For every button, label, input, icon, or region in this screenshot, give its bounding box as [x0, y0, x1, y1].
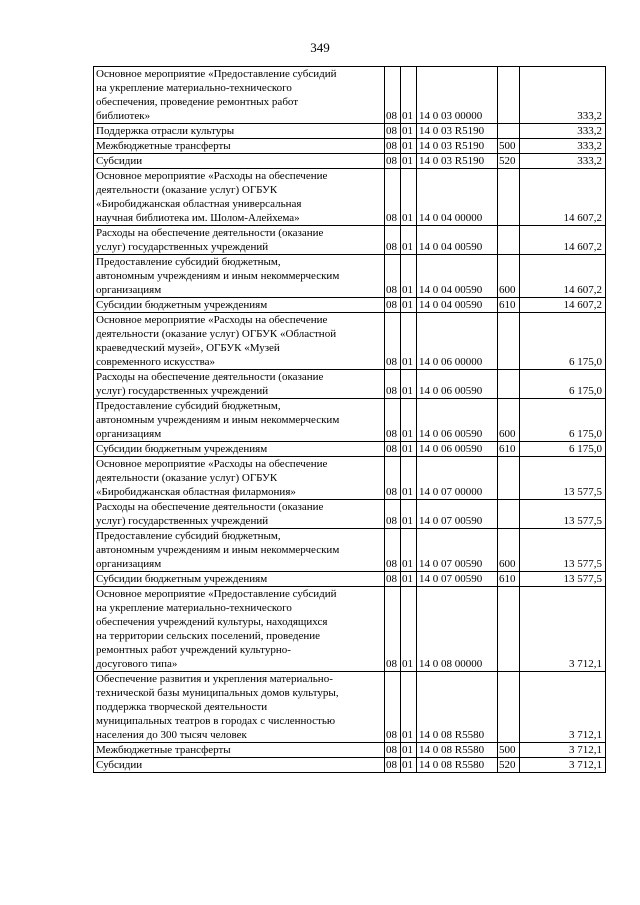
table-row — [94, 67, 606, 124]
table-row — [94, 154, 606, 169]
table-row — [94, 399, 606, 442]
section-code-cell: 08 — [385, 587, 401, 672]
row-name-line: краеведческий музей», ОГБУК «Музей — [96, 342, 280, 354]
target-article-cell: 14 0 07 00590 — [417, 572, 498, 587]
row-name-line: деятельности (оказание услуг) ОГБУК «Областной — [96, 328, 337, 340]
row-name-line: Основное мероприятие «Предоставление субсидий — [96, 68, 337, 80]
table-row — [94, 457, 606, 500]
section-code-cell: 08 — [385, 67, 401, 124]
expense-type-cell: 610 — [498, 298, 520, 313]
amount-cell: 14 607,2 — [520, 255, 606, 298]
row-name-line: «Биробиджанская областная универсальная — [96, 198, 302, 210]
amount-cell: 3 712,1 — [520, 758, 606, 773]
row-name-line: Субсидии — [96, 759, 143, 771]
amount-cell: 14 607,2 — [520, 226, 606, 255]
row-name-line: на укрепление материально-технического — [96, 82, 292, 94]
target-article-cell: 14 0 06 00000 — [417, 313, 498, 370]
row-name-line: деятельности (оказание услуг) ОГБУК — [96, 184, 278, 196]
row-name-line: муниципальных театров в городах с численностью — [96, 715, 336, 727]
budget-table-body — [94, 67, 606, 773]
section-code-cell: 08 — [385, 139, 401, 154]
expense-type-cell — [498, 67, 520, 124]
table-row — [94, 500, 606, 529]
row-name-cell — [94, 67, 385, 124]
amount-cell: 6 175,0 — [520, 370, 606, 399]
row-name-line: «Биробиджанская областная филармония» — [96, 486, 296, 498]
row-name-cell — [94, 529, 385, 572]
table-row — [94, 370, 606, 399]
target-article-cell: 14 0 07 00590 — [417, 529, 498, 572]
row-name-line: ремонтных работ учреждений культурно- — [96, 644, 291, 656]
expense-type-cell: 500 — [498, 139, 520, 154]
table-row — [94, 169, 606, 226]
table-row — [94, 758, 606, 773]
section-code-cell: 08 — [385, 399, 401, 442]
section-code-cell: 08 — [385, 442, 401, 457]
row-name-cell — [94, 154, 385, 169]
row-name-line: Субсидии бюджетным учреждениям — [96, 443, 268, 455]
expense-type-cell: 600 — [498, 529, 520, 572]
amount-cell: 3 712,1 — [520, 743, 606, 758]
subsection-code-cell: 01 — [401, 672, 417, 743]
target-article-cell: 14 0 08 00000 — [417, 587, 498, 672]
row-name-cell — [94, 313, 385, 370]
row-name-line: автономным учреждениям и иным некоммерческим — [96, 270, 340, 282]
row-name-line: поддержка творческой деятельности — [96, 701, 268, 713]
amount-cell: 6 175,0 — [520, 399, 606, 442]
row-name-line: Расходы на обеспечение деятельности (оказание — [96, 371, 324, 383]
row-name-cell — [94, 298, 385, 313]
row-name-cell — [94, 124, 385, 139]
amount-cell: 13 577,5 — [520, 572, 606, 587]
subsection-code-cell: 01 — [401, 226, 417, 255]
target-article-cell: 14 0 06 00590 — [417, 370, 498, 399]
expense-type-cell: 520 — [498, 758, 520, 773]
page-number: 349 — [310, 40, 330, 55]
target-article-cell: 14 0 08 R5580 — [417, 672, 498, 743]
subsection-code-cell: 01 — [401, 139, 417, 154]
subsection-code-cell: 01 — [401, 442, 417, 457]
table-row — [94, 587, 606, 672]
row-name-cell — [94, 442, 385, 457]
subsection-code-cell: 01 — [401, 124, 417, 139]
table-row — [94, 298, 606, 313]
row-name-cell — [94, 572, 385, 587]
expense-type-cell — [498, 124, 520, 139]
subsection-code-cell: 01 — [401, 154, 417, 169]
subsection-code-cell: 01 — [401, 572, 417, 587]
amount-cell: 14 607,2 — [520, 169, 606, 226]
subsection-code-cell: 01 — [401, 370, 417, 399]
row-name-line: Предоставление субсидий бюджетным, — [96, 400, 281, 412]
section-code-cell: 08 — [385, 154, 401, 169]
section-code-cell: 08 — [385, 370, 401, 399]
row-name-cell — [94, 139, 385, 154]
table-row — [94, 313, 606, 370]
amount-cell: 6 175,0 — [520, 313, 606, 370]
row-name-line: Основное мероприятие «Расходы на обеспечение — [96, 314, 328, 326]
table-row — [94, 124, 606, 139]
amount-cell: 6 175,0 — [520, 442, 606, 457]
row-name-cell — [94, 743, 385, 758]
amount-cell: 333,2 — [520, 154, 606, 169]
table-row — [94, 572, 606, 587]
subsection-code-cell: 01 — [401, 529, 417, 572]
target-article-cell: 14 0 04 00590 — [417, 255, 498, 298]
target-article-cell: 14 0 03 R5190 — [417, 139, 498, 154]
row-name-line: Основное мероприятие «Расходы на обеспечение — [96, 458, 328, 470]
row-name-line: организациям — [96, 428, 162, 440]
row-name-line: автономным учреждениям и иным некоммерческим — [96, 544, 340, 556]
row-name-line: Предоставление субсидий бюджетным, — [96, 256, 281, 268]
subsection-code-cell: 01 — [401, 399, 417, 442]
row-name-cell — [94, 587, 385, 672]
table-row — [94, 672, 606, 743]
row-name-line: технической базы муниципальных домов культуры, — [96, 687, 339, 699]
row-name-cell — [94, 457, 385, 500]
section-code-cell: 08 — [385, 572, 401, 587]
amount-cell: 14 607,2 — [520, 298, 606, 313]
target-article-cell: 14 0 03 R5190 — [417, 124, 498, 139]
row-name-cell — [94, 399, 385, 442]
expense-type-cell: 610 — [498, 442, 520, 457]
row-name-line: на территории сельских поселений, проведение — [96, 630, 321, 642]
row-name-line: Обеспечение развития и укрепления материально- — [96, 673, 333, 685]
row-name-line: услуг) государственных учреждений — [96, 241, 269, 253]
expense-type-cell — [498, 587, 520, 672]
amount-cell: 333,2 — [520, 67, 606, 124]
subsection-code-cell: 01 — [401, 758, 417, 773]
expense-type-cell — [498, 500, 520, 529]
row-name-cell — [94, 255, 385, 298]
section-code-cell: 08 — [385, 313, 401, 370]
subsection-code-cell: 01 — [401, 587, 417, 672]
table-row — [94, 529, 606, 572]
subsection-code-cell: 01 — [401, 743, 417, 758]
target-article-cell: 14 0 04 00590 — [417, 298, 498, 313]
expense-type-cell: 610 — [498, 572, 520, 587]
target-article-cell: 14 0 06 00590 — [417, 399, 498, 442]
row-name-cell — [94, 370, 385, 399]
row-name-line: современного искусства» — [96, 356, 216, 368]
section-code-cell: 08 — [385, 529, 401, 572]
section-code-cell: 08 — [385, 124, 401, 139]
row-name-line: обеспечения учреждений культуры, находящихся — [96, 616, 328, 628]
section-code-cell: 08 — [385, 226, 401, 255]
target-article-cell: 14 0 08 R5580 — [417, 743, 498, 758]
expense-type-cell — [498, 313, 520, 370]
row-name-line: Межбюджетные трансферты — [96, 140, 231, 152]
target-article-cell: 14 0 07 00590 — [417, 500, 498, 529]
row-name-cell — [94, 672, 385, 743]
row-name-line: услуг) государственных учреждений — [96, 385, 269, 397]
section-code-cell: 08 — [385, 500, 401, 529]
amount-cell: 13 577,5 — [520, 500, 606, 529]
amount-cell: 13 577,5 — [520, 457, 606, 500]
amount-cell: 3 712,1 — [520, 587, 606, 672]
section-code-cell: 08 — [385, 255, 401, 298]
row-name-line: Основное мероприятие «Расходы на обеспечение — [96, 170, 328, 182]
target-article-cell: 14 0 07 00000 — [417, 457, 498, 500]
subsection-code-cell: 01 — [401, 169, 417, 226]
subsection-code-cell: 01 — [401, 67, 417, 124]
section-code-cell: 08 — [385, 743, 401, 758]
target-article-cell: 14 0 04 00590 — [417, 226, 498, 255]
expense-type-cell — [498, 226, 520, 255]
target-article-cell: 14 0 04 00000 — [417, 169, 498, 226]
subsection-code-cell: 01 — [401, 457, 417, 500]
target-article-cell: 14 0 03 R5190 — [417, 154, 498, 169]
row-name-line: Предоставление субсидий бюджетным, — [96, 530, 281, 542]
subsection-code-cell: 01 — [401, 298, 417, 313]
row-name-line: Субсидии бюджетным учреждениям — [96, 299, 268, 311]
expense-type-cell — [498, 672, 520, 743]
row-name-line: Субсидии бюджетным учреждениям — [96, 573, 268, 585]
expense-type-cell: 500 — [498, 743, 520, 758]
row-name-line: услуг) государственных учреждений — [96, 515, 269, 527]
row-name-line: научная библиотека им. Шолом-Алейхема» — [96, 212, 300, 224]
expense-type-cell: 520 — [498, 154, 520, 169]
subsection-code-cell: 01 — [401, 500, 417, 529]
amount-cell: 333,2 — [520, 124, 606, 139]
row-name-line: Поддержка отрасли культуры — [96, 125, 235, 137]
table-row — [94, 743, 606, 758]
row-name-line: Расходы на обеспечение деятельности (оказание — [96, 227, 324, 239]
section-code-cell: 08 — [385, 758, 401, 773]
section-code-cell: 08 — [385, 457, 401, 500]
subsection-code-cell: 01 — [401, 255, 417, 298]
row-name-line: организациям — [96, 558, 162, 570]
row-name-line: автономным учреждениям и иным некоммерческим — [96, 414, 340, 426]
section-code-cell: 08 — [385, 672, 401, 743]
budget-table — [93, 66, 606, 773]
target-article-cell: 14 0 06 00590 — [417, 442, 498, 457]
subsection-code-cell: 01 — [401, 313, 417, 370]
expense-type-cell — [498, 370, 520, 399]
row-name-line: Субсидии — [96, 155, 143, 167]
target-article-cell: 14 0 08 R5580 — [417, 758, 498, 773]
table-row — [94, 139, 606, 154]
row-name-cell — [94, 500, 385, 529]
amount-cell: 13 577,5 — [520, 529, 606, 572]
row-name-line: Межбюджетные трансферты — [96, 744, 231, 756]
row-name-line: библиотек» — [96, 110, 151, 122]
row-name-line: населения до 300 тысяч человек — [96, 729, 247, 741]
row-name-line: Расходы на обеспечение деятельности (оказание — [96, 501, 324, 513]
row-name-line: организациям — [96, 284, 162, 296]
row-name-line: на укрепление материально-технического — [96, 602, 292, 614]
section-code-cell: 08 — [385, 298, 401, 313]
row-name-line: деятельности (оказание услуг) ОГБУК — [96, 472, 278, 484]
section-code-cell: 08 — [385, 169, 401, 226]
table-row — [94, 442, 606, 457]
target-article-cell: 14 0 03 00000 — [417, 67, 498, 124]
row-name-line: Основное мероприятие «Предоставление субсидий — [96, 588, 337, 600]
amount-cell: 333,2 — [520, 139, 606, 154]
table-row — [94, 226, 606, 255]
amount-cell: 3 712,1 — [520, 672, 606, 743]
row-name-line: досугового типа» — [96, 658, 178, 670]
expense-type-cell: 600 — [498, 399, 520, 442]
expense-type-cell: 600 — [498, 255, 520, 298]
row-name-cell — [94, 758, 385, 773]
row-name-cell — [94, 169, 385, 226]
expense-type-cell — [498, 457, 520, 500]
expense-type-cell — [498, 169, 520, 226]
table-row — [94, 255, 606, 298]
row-name-line: обеспечения, проведение ремонтных работ — [96, 96, 299, 108]
row-name-cell — [94, 226, 385, 255]
